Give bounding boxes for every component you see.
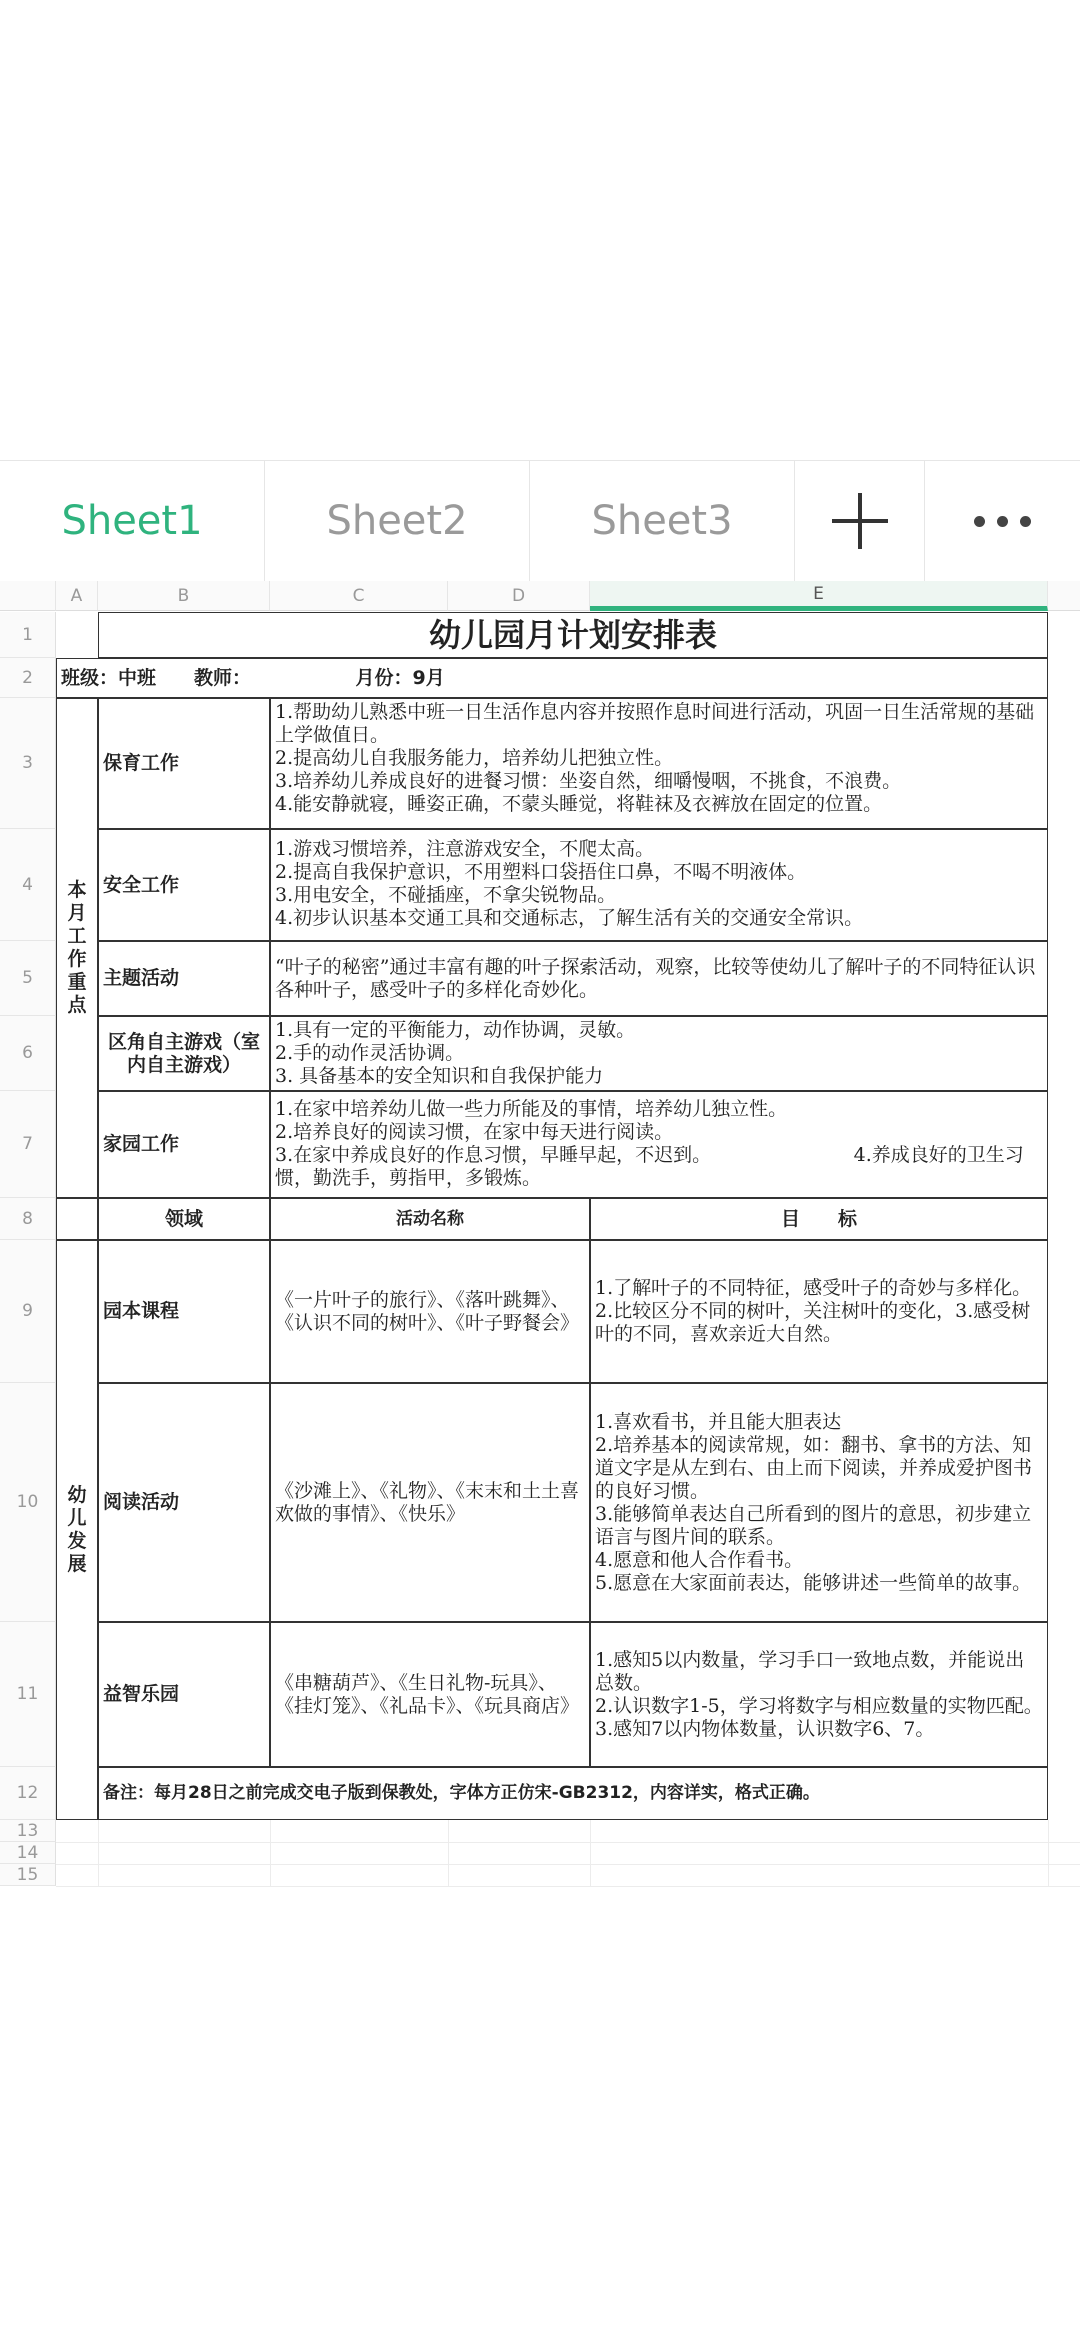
- row-header-4[interactable]: 4: [0, 829, 56, 941]
- row-header-3[interactable]: 3: [0, 698, 56, 829]
- section-content-cell[interactable]: [270, 1091, 1048, 1198]
- section-name-cell[interactable]: 区角自主游戏（室内自主游戏）: [98, 1016, 270, 1091]
- row-header-8[interactable]: 8: [0, 1198, 56, 1240]
- column-header-c[interactable]: C: [270, 581, 448, 611]
- goal-cell[interactable]: [590, 1383, 1048, 1622]
- select-all-corner[interactable]: [0, 581, 56, 611]
- gridline: [56, 1864, 1080, 1865]
- gridline: [98, 1820, 99, 1886]
- tab-sheet3[interactable]: Sheet3: [530, 461, 795, 581]
- row-header-7[interactable]: 7: [0, 1091, 56, 1198]
- goal-cell[interactable]: [590, 1240, 1048, 1383]
- content-line: 1.在家中培养幼儿做一些力所能及的事情，培养幼儿独立性。: [275, 1098, 788, 1120]
- header-domain[interactable]: 领域: [98, 1198, 270, 1240]
- row-header-10[interactable]: 10: [0, 1383, 56, 1622]
- domain-cell[interactable]: 园本课程: [98, 1240, 270, 1383]
- plus-icon: [832, 493, 888, 549]
- section-content-cell[interactable]: [270, 698, 1048, 829]
- section-content-cell[interactable]: [270, 829, 1048, 941]
- note-cell[interactable]: 备注：每月28日之前完成交电子版到保教处，字体方正仿宋-GB2312，内容详实，格式正确。: [98, 1767, 1048, 1820]
- activity-text: 《串糖葫芦》、《生日礼物-玩具》、《挂灯笼》、《礼品卡》、《玩具商店》: [275, 1671, 580, 1717]
- goal-cell[interactable]: [590, 1622, 1048, 1767]
- gridline: [448, 1820, 449, 1886]
- content-line: 3. 具备基本的安全知识和自我保护能力: [275, 1065, 604, 1087]
- row-header-14[interactable]: 14: [0, 1842, 56, 1864]
- content-line: 1.游戏习惯培养，注意游戏安全，不爬太高。: [275, 838, 655, 860]
- goal-line: 1.感知5以内数量，学习手口一致地点数，并能说出总数。: [595, 1648, 1025, 1694]
- class-info-cell[interactable]: 班级：中班 教师： 月份：9月: [56, 658, 1048, 698]
- tab-sheet2[interactable]: Sheet2: [265, 461, 530, 581]
- sheet-tab-bar: [0, 460, 1080, 582]
- content-line: 2.手的动作灵活协调。: [275, 1042, 465, 1064]
- activity-cell[interactable]: [270, 1383, 590, 1622]
- column-header-e[interactable]: E: [590, 581, 1048, 611]
- section-name-cell[interactable]: 安全工作: [98, 829, 270, 941]
- more-button[interactable]: [925, 461, 1080, 581]
- activity-cell[interactable]: [270, 1622, 590, 1767]
- section-name-cell[interactable]: 主题活动: [98, 941, 270, 1016]
- row-header-9[interactable]: 9: [0, 1240, 56, 1383]
- goal-line: 2.比较区分不同的树叶，关注树叶的变化，3.感受树叶的不同，喜欢亲近大自然。: [595, 1300, 1031, 1345]
- tab-sheet1[interactable]: Sheet1: [0, 461, 265, 581]
- more-icon: [974, 516, 1031, 527]
- domain-cell[interactable]: 益智乐园: [98, 1622, 270, 1767]
- gridline: [56, 1842, 1080, 1843]
- content-line: 1.具有一定的平衡能力，动作协调，灵敏。: [275, 1019, 636, 1041]
- column-header-extra: [1048, 581, 1080, 611]
- activity-text: 《沙滩上》、《礼物》、《末末和土土喜欢做的事情》、《快乐》: [275, 1479, 580, 1525]
- section-name-cell[interactable]: 保育工作: [98, 698, 270, 829]
- content-line: 3.用电安全，不碰插座，不拿尖锐物品。: [275, 884, 617, 906]
- empty-cell[interactable]: [56, 1198, 98, 1240]
- goal-line: 1.喜欢看书，并且能大胆表达: [595, 1410, 842, 1433]
- content-line: “叶子的秘密”通过丰富有趣的叶子探索活动，观察，比较等使幼儿了解叶子的不同特征认识各种叶子，感受叶子的多样化奇妙化。: [275, 955, 1036, 1001]
- gridline: [270, 1820, 271, 1886]
- content-line: 2.提高幼儿自我服务能力，培养幼儿把独立性。: [275, 747, 674, 769]
- content-line: 2.提高自我保护意识，不用塑料口袋捂住口鼻，不喝不明液体。: [275, 861, 807, 883]
- row-header-1[interactable]: 1: [0, 612, 56, 658]
- goal-line: 4.愿意和他人合作看书。: [595, 1548, 804, 1571]
- sheet-title[interactable]: 幼儿园月计划安排表: [98, 612, 1048, 658]
- gridline: [1048, 1820, 1049, 1886]
- goal-line: 2.培养基本的阅读常规，如：翻书、拿书的方法、知道文字是从左到右、由上而下阅读，并养成爱护图书的良好习惯。: [595, 1433, 1033, 1502]
- activity-text: 《一片叶子的旅行》、《落叶跳舞》、《认识不同的树叶》、《叶子野餐会》: [275, 1288, 580, 1334]
- row-header-13[interactable]: 13: [0, 1820, 56, 1842]
- section-content-cell[interactable]: [270, 1016, 1048, 1091]
- activity-cell[interactable]: [270, 1240, 590, 1383]
- gridline: [56, 1886, 1080, 1887]
- header-goal[interactable]: 目 标: [590, 1198, 1048, 1240]
- content-line: 1.帮助幼儿熟悉中班一日生活作息内容并按照作息时间进行活动，巩固一日生活常规的基础上学做值日。: [275, 701, 1035, 746]
- row-header-5[interactable]: 5: [0, 941, 56, 1016]
- content-line: 4.能安静就寝，睡姿正确，不蒙头睡觉，将鞋袜及衣裤放在固定的位置。: [275, 793, 883, 815]
- row-header-6[interactable]: 6: [0, 1016, 56, 1091]
- section-name-cell[interactable]: 家园工作: [98, 1091, 270, 1198]
- row-header-11[interactable]: 11: [0, 1622, 56, 1767]
- domain-cell[interactable]: 阅读活动: [98, 1383, 270, 1622]
- section-content-cell[interactable]: [270, 941, 1048, 1016]
- row-header-2[interactable]: 2: [0, 658, 56, 698]
- goal-line: 3.能够简单表达自己所看到的图片的意思，初步建立语言与图片间的联系。: [595, 1502, 1032, 1548]
- content-line: 3.在家中养成良好的作息习惯，早睡早起，不迟到。 4.养成良好的卫生习惯，勤洗手，剪指甲，多锻炼。: [275, 1144, 1024, 1189]
- goal-line: 3.感知7以内物体数量，认识数字6、7。: [595, 1717, 935, 1740]
- dev-label-cell[interactable]: 幼儿发展: [56, 1240, 98, 1820]
- goal-line: 1.了解叶子的不同特征，感受叶子的奇妙与多样化。: [595, 1277, 1032, 1299]
- content-line: 2.培养良好的阅读习惯，在家中每天进行阅读。: [275, 1121, 674, 1143]
- column-header-d[interactable]: D: [448, 581, 590, 611]
- goal-line: 2.认识数字1-5，学习将数字与相应数量的实物匹配。: [595, 1694, 1043, 1717]
- row-header-15[interactable]: 15: [0, 1864, 56, 1886]
- goal-line: 5.愿意在大家面前表达，能够讲述一些简单的故事。: [595, 1571, 1032, 1594]
- add-sheet-button[interactable]: [795, 461, 925, 581]
- column-header-b[interactable]: B: [98, 581, 270, 611]
- gridline: [590, 1820, 591, 1886]
- content-line: 4.初步认识基本交通工具和交通标志，了解生活有关的交通安全常识。: [275, 907, 864, 929]
- focus-label-cell[interactable]: 本月工作重点: [56, 698, 98, 1198]
- content-line: 3.培养幼儿养成良好的进餐习惯：坐姿自然，细嚼慢咽，不挑食，不浪费。: [275, 770, 902, 792]
- column-header-a[interactable]: A: [56, 581, 98, 611]
- row-header-12[interactable]: 12: [0, 1767, 56, 1820]
- header-activity[interactable]: 活动名称: [270, 1198, 590, 1240]
